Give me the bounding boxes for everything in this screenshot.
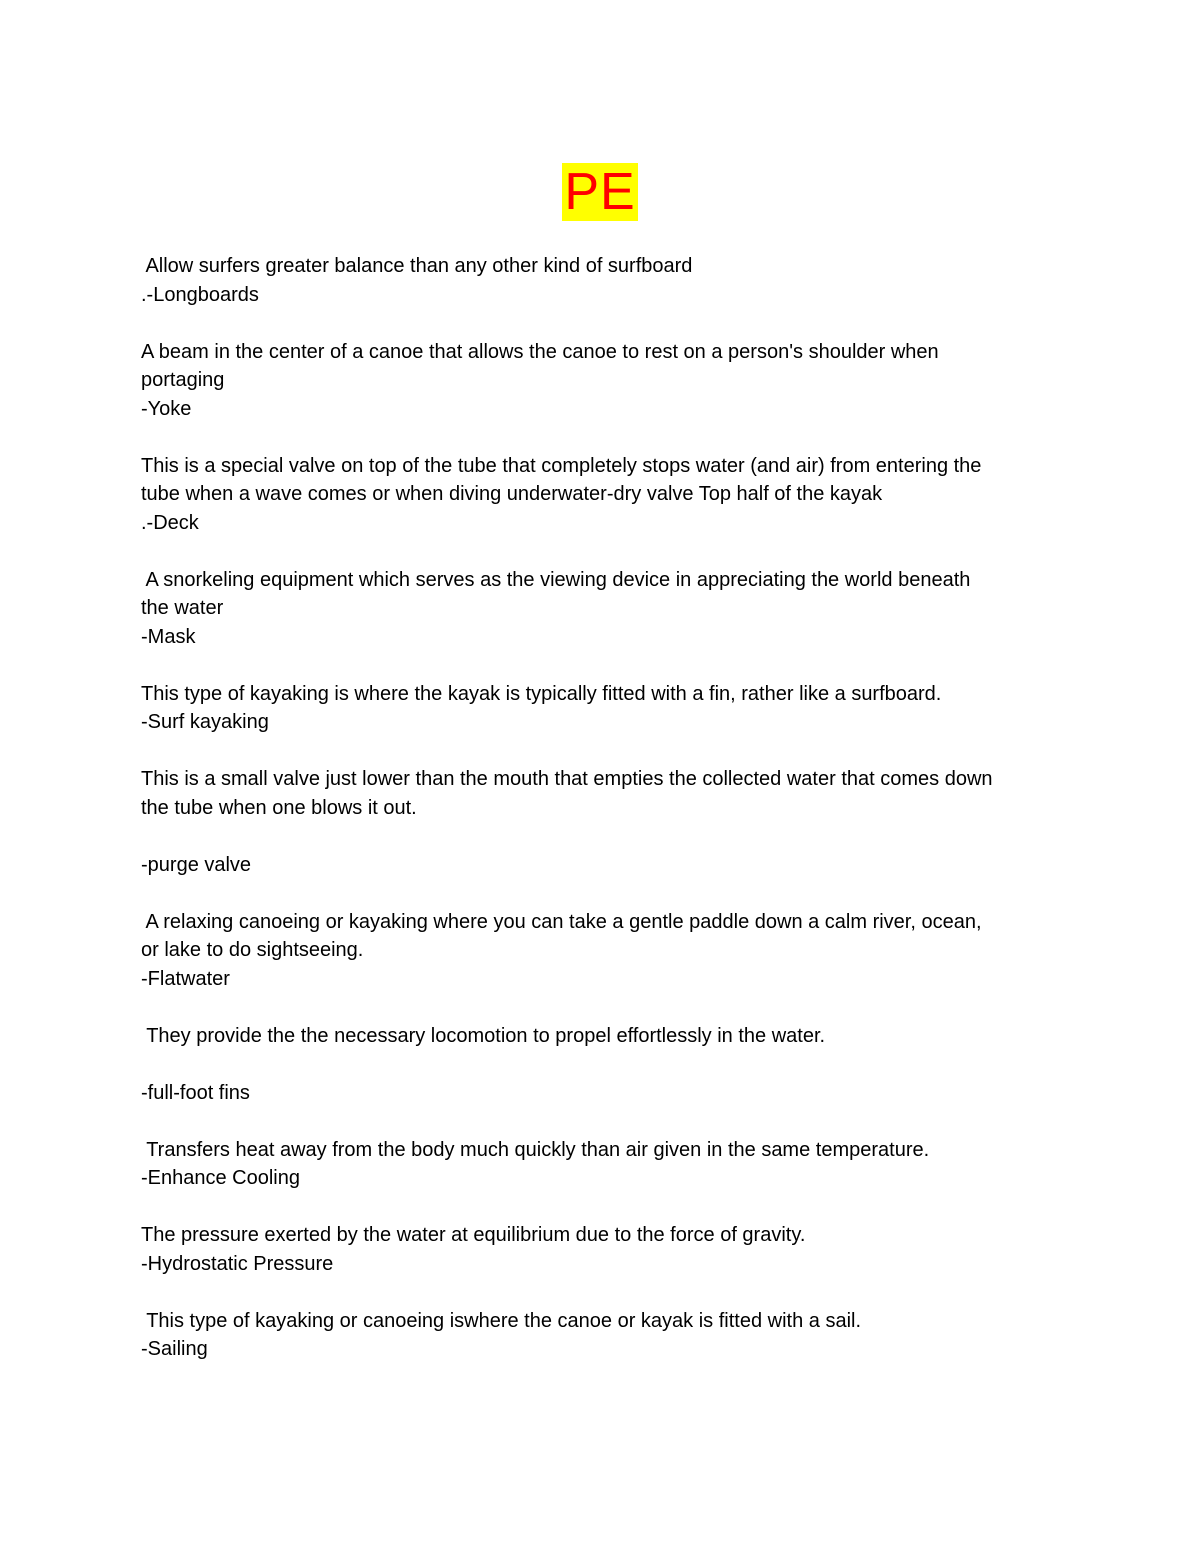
blank-line xyxy=(141,1107,1071,1136)
text-line: -Sailing xyxy=(141,1338,208,1360)
text-line: The pressure exerted by the water at equilibrium due to the force of gravity. xyxy=(141,1224,806,1246)
blank-line xyxy=(141,879,1071,908)
blank-line xyxy=(141,1050,1071,1079)
blank-line xyxy=(141,537,1071,566)
text-line: tube when a wave comes or when diving underwater-dry valve Top half of the kayak xyxy=(141,483,883,505)
text-line: A beam in the center of a canoe that allows the canoe to rest on a person's shoulder when xyxy=(141,340,939,363)
title-container xyxy=(0,163,1200,221)
text-line: -Hydrostatic Pressure xyxy=(141,1252,334,1275)
text-line: This type of kayaking or canoeing iswhere the canoe or kayak is fitted with a sail. xyxy=(141,1309,862,1332)
text-line: or lake to do sightseeing. xyxy=(141,939,364,961)
text-line: -Flatwater xyxy=(141,967,230,990)
text-line: -full-foot fins xyxy=(141,1081,250,1104)
document-body xyxy=(141,252,1071,1364)
text-line: This type of kayaking is where the kayak is typically fitted with a fin, rather like a surfboard. xyxy=(141,682,942,705)
page-title: PE xyxy=(564,163,636,221)
text-line: This is a small valve just lower than the mouth that empties the collected water that comes down xyxy=(141,768,993,790)
text-line: Allow surfers greater balance than any other kind of surfboard xyxy=(141,255,693,277)
text-line: Transfers heat away from the body much quickly than air given in the same temperature. xyxy=(141,1138,930,1161)
blank-line xyxy=(141,309,1071,338)
text-line: -Yoke xyxy=(141,397,192,420)
text-line: the tube when one blows it out. xyxy=(141,796,417,819)
blank-line xyxy=(141,737,1071,766)
text-line: -Enhance Cooling xyxy=(141,1167,300,1189)
text-line: portaging xyxy=(141,369,225,391)
blank-line xyxy=(141,651,1071,680)
blank-line xyxy=(141,1193,1071,1222)
text-line: A relaxing canoeing or kayaking where you can take a gentle paddle down a calm river, ocean, xyxy=(141,910,982,933)
blank-line xyxy=(141,423,1071,452)
text-line: This is a special valve on top of the tube that completely stops water (and air) from entering the xyxy=(141,454,982,477)
text-line: -purge valve xyxy=(141,853,252,876)
text-line: A snorkeling equipment which serves as the viewing device in appreciating the world beneath xyxy=(141,568,971,591)
text-line: They provide the the necessary locomotion to propel effortlessly in the water. xyxy=(141,1024,826,1047)
text-line: -Surf kayaking xyxy=(141,711,269,733)
text-line: -Mask xyxy=(141,625,196,648)
text-line: .-Deck xyxy=(141,511,199,534)
blank-line xyxy=(141,993,1071,1022)
blank-line xyxy=(141,1278,1071,1307)
text-line: the water xyxy=(141,597,224,619)
blank-line xyxy=(141,822,1071,851)
text-line: .-Longboards xyxy=(141,283,259,306)
